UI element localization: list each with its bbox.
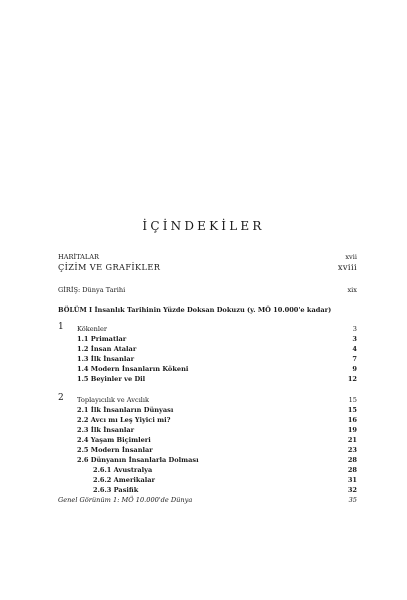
entry-title: HARİTALAR [58,253,99,261]
section-title: 2.1 İlk İnsanların Dünyası [77,406,174,414]
section-title: 2.6 Dünyanın İnsanlarla Dolması [77,456,199,464]
entry-page: 9 [352,365,357,373]
page-title: İÇİNDEKİLER [142,219,265,233]
subsection-title: 2.6.1 Avustralya [93,466,153,474]
chapter-number: 1 [58,322,64,332]
entry-page: 32 [347,486,357,494]
toc-entry-overview [58,495,357,506]
entry-page: 19 [347,426,357,434]
section-title: 1.2 İnsan Atalar [77,345,137,353]
section-title: 2.3 İlk İnsanlar [77,426,135,434]
section-title: 2.4 Yaşam Biçimleri [77,436,151,444]
entry-page: 16 [347,416,357,424]
entry-page: 7 [352,355,357,363]
part-title: BÖLÜM I İnsanlık Tarihinin Yüzde Doksan Dokuzu (y. MÖ 10.000'e kadar) [58,306,332,314]
toc-entry-figures [58,262,357,273]
entry-title: ÇİZİM VE GRAFİKLER [58,262,161,272]
entry-page: 3 [352,335,357,343]
entry-page: 3 [352,325,357,333]
chapter-title: Kökenler [77,325,108,333]
section-title: 1.4 Modern İnsanların Kökeni [77,365,189,373]
overview-title: Genel Görünüm 1: MÖ 10.000'de Dünya [58,496,193,504]
entry-page: xvii [345,253,357,261]
entry-page: 21 [347,436,357,444]
chapter-title: Toplayıcılık ve Avcılık [77,396,150,404]
entry-page: xix [347,286,357,294]
entry-page: 4 [352,345,357,353]
toc-entry-intro [58,285,357,296]
entry-page: 12 [347,375,357,383]
section-entry [77,374,357,385]
part-heading [58,305,357,316]
entry-page: 28 [347,456,357,464]
section-title: 1.3 İlk İnsanlar [77,355,135,363]
subsection-title: 2.6.2 Amerikalar [93,476,156,484]
entry-title: GİRİŞ: Dünya Tarihi [58,286,126,294]
entry-page: 35 [348,496,357,504]
section-title: 1.5 Beyinler ve Dil [77,375,146,383]
entry-page: 31 [347,476,357,484]
entry-page: 15 [348,396,357,404]
entry-page: 28 [347,466,357,474]
chapter-number: 2 [58,393,64,403]
section-title: 2.5 Modern İnsanlar [77,446,153,454]
entry-page: 15 [347,406,357,414]
subsection-title: 2.6.3 Pasifik [93,486,139,494]
entry-page: xviii [337,262,357,272]
section-title: 1.1 Primatlar [77,335,127,343]
section-title: 2.2 Avcı mı Leş Yiyici mi? [77,416,171,424]
entry-page: 23 [347,446,357,454]
